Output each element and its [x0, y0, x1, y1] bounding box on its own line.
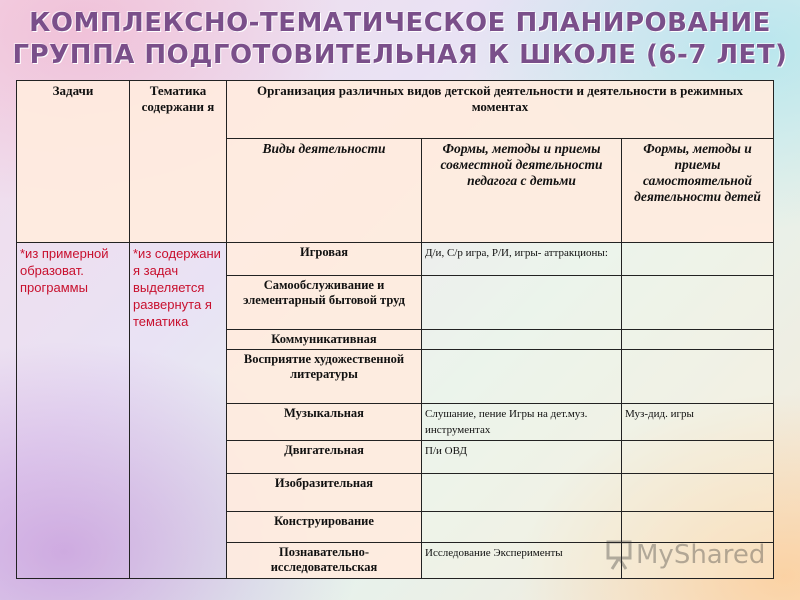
- joint-cell: [422, 276, 622, 330]
- independent-cell: [622, 512, 774, 543]
- presentation-icon: [606, 540, 632, 570]
- activity-cell: Музыкальная: [227, 404, 422, 441]
- header-tasks: Задачи: [17, 81, 130, 243]
- independent-cell: [622, 350, 774, 404]
- activity-cell: Изобразительная: [227, 474, 422, 512]
- activity-cell: Игровая: [227, 243, 422, 276]
- theme-cell: *из содержани я задач выделяется развернута я тематика: [130, 243, 227, 579]
- joint-cell: П/и ОВД: [422, 441, 622, 474]
- tasks-cell: *из примерной образоват. программы: [17, 243, 130, 579]
- activity-cell: Конструирование: [227, 512, 422, 543]
- joint-cell: [422, 512, 622, 543]
- header-joint: Формы, методы и приемы совместной деятельности педагога с детьми: [422, 139, 622, 243]
- joint-cell: Слушание, пение Игры на дет.муз. инструментах: [422, 404, 622, 441]
- header-theme: Тематика содержани я: [130, 81, 227, 243]
- header-kinds: Виды деятельности: [227, 139, 422, 243]
- activity-cell: Познавательно- исследовательская: [227, 543, 422, 579]
- header-independent: Формы, методы и приемы самостоятельной деятельности детей: [622, 139, 774, 243]
- joint-cell: Д/и, С/р игра, Р/И, игры- аттракционы:: [422, 243, 622, 276]
- independent-cell: [622, 474, 774, 512]
- title-line-2: ГРУППА ПОДГОТОВИТЕЛЬНАЯ К ШКОЛЕ (6-7 ЛЕТ): [12, 40, 788, 70]
- planning-table: [16, 80, 774, 579]
- activity-cell: Самообслуживание и элементарный бытовой труд: [227, 276, 422, 330]
- watermark-text: MyShared: [636, 540, 766, 570]
- independent-cell: [622, 276, 774, 330]
- independent-cell: Муз-дид. игры: [622, 404, 774, 441]
- activity-cell: Двигательная: [227, 441, 422, 474]
- joint-cell: [422, 350, 622, 404]
- joint-cell: Исследование Эксперименты: [422, 543, 622, 579]
- independent-cell: [622, 330, 774, 350]
- independent-cell: [622, 243, 774, 276]
- title-line-1: КОМПЛЕКСНО-ТЕМАТИЧЕСКОЕ ПЛАНИРОВАНИЕ: [29, 8, 771, 38]
- activity-cell: Коммуникативная: [227, 330, 422, 350]
- activity-cell: Восприятие художественной литературы: [227, 350, 422, 404]
- joint-cell: [422, 474, 622, 512]
- watermark-logo: [606, 540, 765, 570]
- header-organization: Организация различных видов детской деятельности и деятельности в режимных моментах: [227, 81, 774, 139]
- joint-cell: [422, 330, 622, 350]
- independent-cell: [622, 441, 774, 474]
